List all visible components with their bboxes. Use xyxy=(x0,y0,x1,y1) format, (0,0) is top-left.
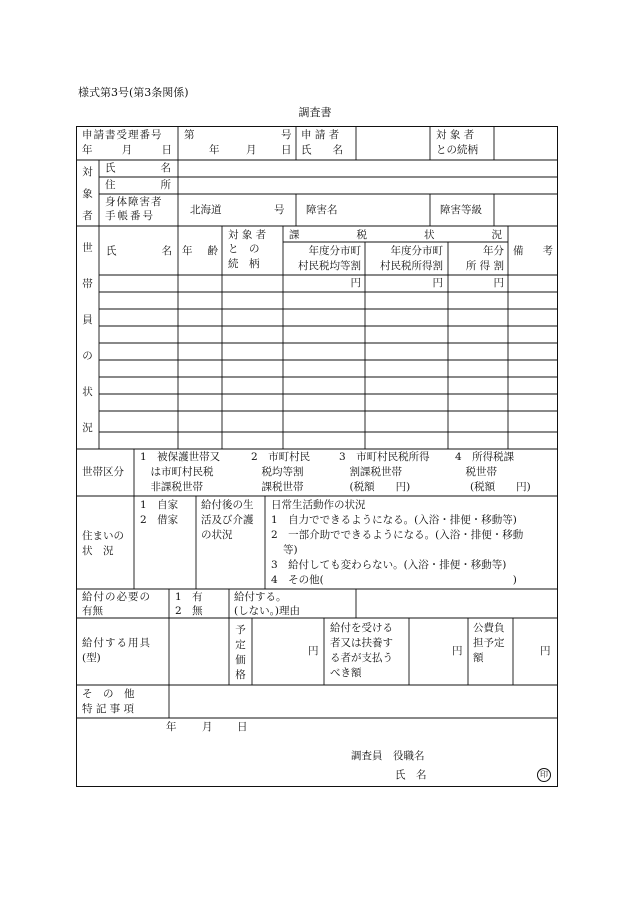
receipt-year: 年 xyxy=(209,144,220,156)
disability-grade-label: 障害等級 xyxy=(440,204,482,216)
class-option-4a: 4 所得税課 xyxy=(455,451,515,463)
public-label-2: 担予定 xyxy=(473,637,505,649)
public-label-3: 額 xyxy=(473,652,484,664)
tax2-yen: 円 xyxy=(432,277,443,289)
payer-label-3: る者が支払う xyxy=(330,652,393,664)
necessity-reason-2: (しない。)理由 xyxy=(234,605,300,617)
document-title: 調査書 xyxy=(298,106,332,119)
col-tax1-header-1: 年度分市町 xyxy=(308,245,361,257)
equipment-label-2: (型) xyxy=(82,652,101,664)
cert-number-suffix: 号 xyxy=(274,204,285,216)
col-tax3-header-1: 年分 xyxy=(483,245,504,257)
housing-option-rent: 2 借家 xyxy=(140,514,179,526)
hokkaido-label: 北海道 xyxy=(190,204,222,216)
care-label-2: 活及び介護 xyxy=(201,514,254,526)
public-yen: 円 xyxy=(540,645,551,657)
receipt-month: 月 xyxy=(246,144,257,156)
col-tax2-header-2: 村民税所得割 xyxy=(380,260,443,272)
equipment-label-1: 給付する用具 xyxy=(82,637,151,649)
col-remarks-header: 備 考 xyxy=(513,245,553,257)
seal-mark: 印 xyxy=(537,768,551,782)
class-option-1a: 1 被保護世帯又 xyxy=(140,451,221,463)
class-option-1c: 非課税世帯 xyxy=(140,481,203,493)
public-label-1: 公費負 xyxy=(473,622,505,634)
investigator-title-label: 調査員 役職名 xyxy=(351,750,425,762)
payer-label-4: べき額 xyxy=(330,667,362,679)
disability-name-label: 障害名 xyxy=(306,204,338,216)
col-age-header: 年 齢 xyxy=(182,245,218,257)
price-label: 予 定 価 格 xyxy=(235,624,246,681)
class-option-4b: 税世帯 xyxy=(455,466,497,478)
relation-label-2: との続柄 xyxy=(436,144,478,156)
necessity-reason-1: 給付する。 xyxy=(234,591,287,603)
tax1-yen: 円 xyxy=(350,277,361,289)
class-option-2b: 税均等割 xyxy=(251,466,304,478)
class-option-1b: は市町村民税 xyxy=(140,466,214,478)
class-option-4c: (税額 円) xyxy=(470,481,531,493)
tax3-yen: 円 xyxy=(493,277,504,289)
applicant-name-label: 氏 名 xyxy=(301,144,343,156)
daily-item-1: 1 自力でできるようになる。(入浴・排便・移動等) xyxy=(271,514,517,526)
col-tax3-header-2: 所 得 割 xyxy=(465,260,504,272)
remarks-label-1: そ の 他 xyxy=(82,688,135,700)
col-tax2-header-1: 年度分市町 xyxy=(390,245,443,257)
daily-item-2: 2 一部介助でできるようになる。(入浴・排便・移動 xyxy=(271,529,524,541)
footer-day: 日 xyxy=(237,721,248,733)
necessity-label-1: 給付の必要の xyxy=(82,591,151,603)
subject-side-label: 対 象 者 xyxy=(82,165,93,222)
class-option-2c: 課税世帯 xyxy=(251,481,304,493)
number-prefix: 第 xyxy=(184,129,195,141)
class-option-3c: (税額 円) xyxy=(339,481,411,493)
day-label: 日 xyxy=(161,144,172,156)
housing-label-2: 状 況 xyxy=(82,545,114,557)
necessity-option-no: 2 無 xyxy=(175,605,203,617)
daily-item-4: 4 その他( ) xyxy=(271,574,517,586)
necessity-label-2: 有無 xyxy=(82,605,103,617)
daily-activity-title: 日常生活動作の状況 xyxy=(271,499,366,511)
disability-cert-label-2: 手帳番号 xyxy=(105,210,155,222)
price-yen: 円 xyxy=(308,645,319,657)
col-tax1-header-2: 村民税均等割 xyxy=(298,260,361,272)
necessity-option-yes: 1 有 xyxy=(175,591,203,603)
col-tax-header: 課 税 状 況 xyxy=(289,229,502,241)
receipt-number-label: 申請書受理番号 xyxy=(82,129,163,141)
class-option-3a: 3 市町村民税所得 xyxy=(339,451,430,463)
housing-label-1: 住まいの xyxy=(82,530,124,542)
month-label: 月 xyxy=(121,144,133,156)
payer-label-2: 者又は扶養す xyxy=(330,637,393,649)
receipt-date-label xyxy=(82,144,172,157)
class-option-2a: 2 市町村民 xyxy=(251,451,311,463)
payer-label-1: 給付を受ける xyxy=(330,622,393,634)
number-suffix: 号 xyxy=(281,129,292,141)
year-label: 年 xyxy=(82,144,93,156)
daily-item-2-cont: 等) xyxy=(283,544,298,556)
investigator-name-label: 氏 名 xyxy=(395,769,427,781)
relation-label-1: 対 象 者 xyxy=(436,129,475,141)
applicant-label: 申 請 者 xyxy=(301,129,340,141)
care-label-1: 給付後の生 xyxy=(201,499,254,511)
footer-month: 月 xyxy=(202,721,213,733)
form-number-label: 様式第3号(第3条関係) xyxy=(78,86,189,99)
col-relation-header-2: と の xyxy=(228,243,260,255)
col-relation-header-1: 対 象 者 xyxy=(228,229,267,241)
housing-option-own: 1 自家 xyxy=(140,499,179,511)
payer-yen: 円 xyxy=(452,645,463,657)
remarks-label-2: 特 記 事 項 xyxy=(82,703,135,715)
receipt-day: 日 xyxy=(281,144,292,156)
col-name-header: 氏 名 xyxy=(106,245,172,257)
col-relation-header-3: 続 柄 xyxy=(228,258,260,270)
subject-address-label: 住 所 xyxy=(105,179,171,191)
daily-item-3: 3 給付しても変わらない。(入浴・排便・移動等) xyxy=(271,559,507,571)
class-option-3b: 割課税世帯 xyxy=(339,466,402,478)
footer-year: 年 xyxy=(166,721,177,733)
care-label-3: の状況 xyxy=(201,529,233,541)
classification-label: 世帯区分 xyxy=(82,466,124,478)
disability-cert-label-1: 身体障害者 xyxy=(105,196,163,208)
household-side-label: 世 帯 員 の 状 況 xyxy=(82,242,93,434)
subject-name-label: 氏 名 xyxy=(105,162,171,174)
